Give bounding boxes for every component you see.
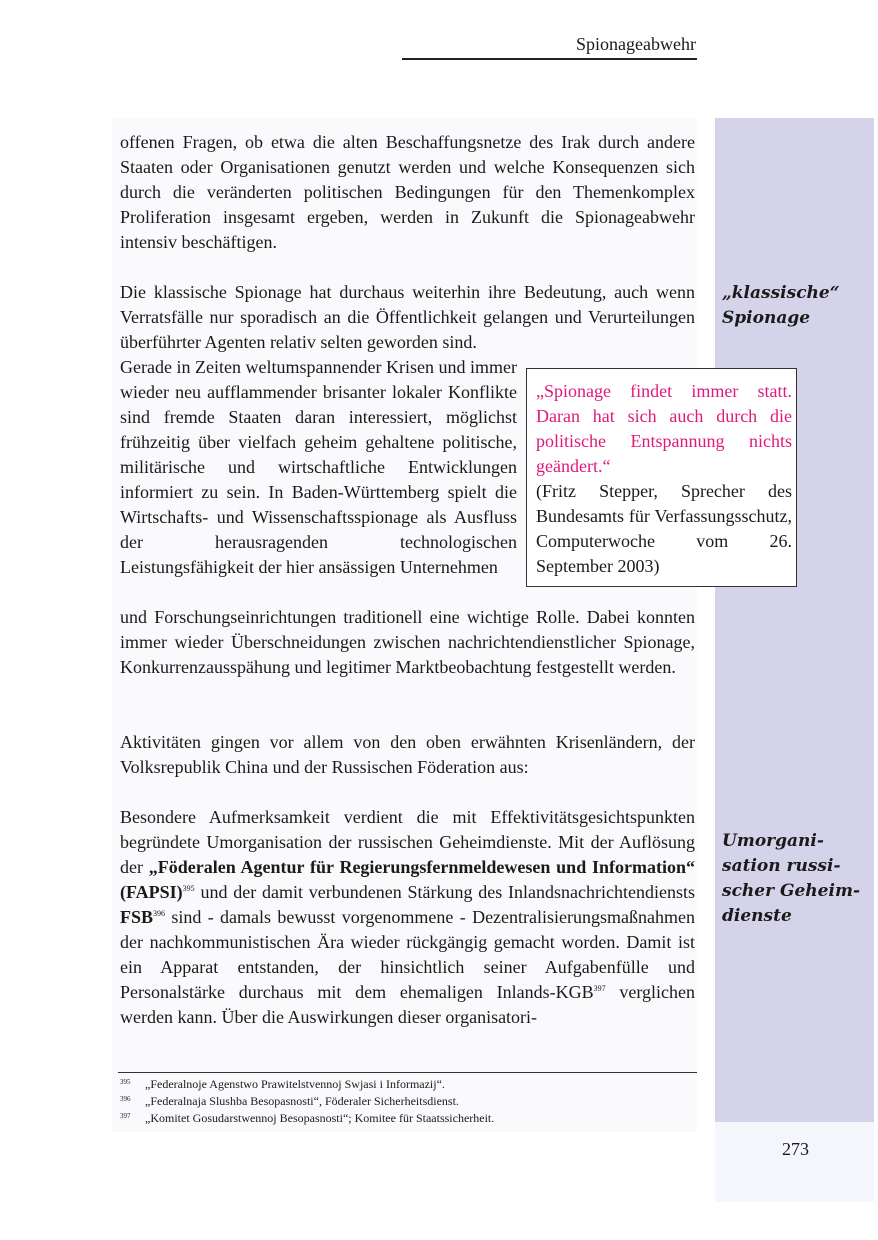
- footnote-number: 395: [120, 1078, 131, 1086]
- footnote-number: 397: [120, 1112, 131, 1120]
- paragraph-4: [120, 805, 695, 1030]
- footnote-rule: [118, 1072, 697, 1073]
- paragraph-4-part-4: verglichen werden kann. Über die Auswirkungen dieser organisatori-: [120, 982, 696, 1027]
- footnote-text: „Federalnoje Agenstwo Prawitelstvennoj Swjasi i Informazij“.: [145, 1077, 445, 1091]
- paragraph-4-part-3: sind - damals bewusst vorgenommene - Dezentralisierungsmaßnahmen der nachkommunistischen Ära wieder rückgängig gemacht worden. Damit ist ein Apparat entstanden, der hinsichtlich seiner Aufgabenfülle und Personalstärke durchaus mit dem ehemaligen Inlands-KGB: [120, 907, 695, 1002]
- footnote-396: [120, 1093, 697, 1110]
- paragraph-2-intro: [120, 280, 695, 355]
- margin-sidebar: [715, 118, 874, 1122]
- paragraph-1-text: offenen Fragen, ob etwa die alten Beschaffungsnetze des Irak durch andere Staaten oder Organisationen genutzt werden und welche Konsequenzen sich durch die veränderten politischen Bedingungen für den Themenkomplex Proliferation insgesamt ergeben, werden in Zukunft die Spionageabwehr intensiv beschäftigen.: [120, 132, 695, 252]
- footnote-text: „Federalnaja Slushba Besopasnosti“, Föderaler Sicherheitsdienst.: [145, 1094, 459, 1108]
- quote-source: (Fritz Stepper, Sprecher des Bundesamts für Verfassungsschutz, Computerwoche vom 26. September 2003): [536, 481, 792, 576]
- margin-note-classic-espionage: „klassische“ Spionage: [722, 283, 840, 328]
- footer-tint: [715, 1122, 874, 1202]
- paragraph-2-continued: [120, 605, 695, 680]
- fapsi-term: „Föderalen Agentur für Regierungsfernmeldewesen und Information“ (FAPSI): [120, 857, 695, 902]
- paragraph-2-wrapped: [120, 355, 517, 580]
- paragraph-4-part-1: Besondere Aufmerksamkeit verdient die mit Effektivitätsgesichtspunkten begründete Umorganisation der russischen Geheimdienste. Mit der Auflösung der: [120, 807, 695, 877]
- header-rule: [402, 58, 697, 60]
- paragraph-2-wrapped-text: Gerade in Zeiten weltumspannender Krisen und immer wieder neu aufflammender brisanter lokaler Konflikte sind fremde Staaten daran interessiert, möglichst frühzeitig über vielfach geheim gehaltene politische, militärische und wirtschaftliche Entwicklungen informiert zu sein. In Baden-Württemberg spielt die Wirtschafts- und Wissenschaftsspionage als Ausfluss der herausragenden technologischen Leistungsfähigkeit der hier ansässigen Unternehmen: [120, 357, 517, 577]
- footnote-395: [120, 1076, 697, 1093]
- page-number: 273: [782, 1139, 809, 1159]
- quote-text: „Spionage findet immer statt. Daran hat sich auch durch die politische Entspannung nichts geändert.“: [536, 381, 792, 476]
- paragraph-2-intro-text: Die klassische Spionage hat durchaus weiterhin ihre Bedeutung, auch wenn Verratsfälle nur sporadisch an die Öffentlichkeit gelangen und Verurteilungen überführter Agenten relativ selten geworden sind.: [120, 282, 695, 352]
- footnotes: [120, 1076, 697, 1127]
- footnote-ref-396: 396: [153, 909, 166, 918]
- footnote-text: „Komitet Gosudarstwennoj Besopasnosti“; Komitee für Staatssicherheit.: [145, 1111, 495, 1125]
- footnote-ref-397: 397: [593, 984, 606, 993]
- paragraph-3: [120, 730, 695, 780]
- fsb-term: FSB: [120, 907, 154, 927]
- paragraph-4-part-2: und der damit verbundenen Stärkung des Inlandsnachrichtendiensts: [194, 882, 695, 902]
- margin-note-reorganization: Umorganisation russischer Geheimdienste: [722, 831, 860, 926]
- quote-box: [526, 368, 797, 587]
- footnote-number: 396: [120, 1095, 131, 1103]
- paragraph-4-text: [120, 805, 695, 1030]
- paragraph-1: [120, 130, 695, 255]
- paragraph-3-text: Aktivitäten gingen vor allem von den oben erwähnten Krisenländern, der Volksrepublik China und der Russischen Föderation aus:: [120, 732, 695, 777]
- footnote-397: [120, 1110, 697, 1127]
- paragraph-2-continued-text: und Forschungseinrichtungen traditionell eine wichtige Rolle. Dabei konnten immer wieder Überschneidungen zwischen nachrichtendienstlicher Spionage, Konkurrenzausspähung und legitimer Marktbeobachtung festgestellt werden.: [120, 607, 695, 677]
- footnote-ref-395: 395: [182, 884, 195, 893]
- running-header: Spionageabwehr: [576, 34, 696, 54]
